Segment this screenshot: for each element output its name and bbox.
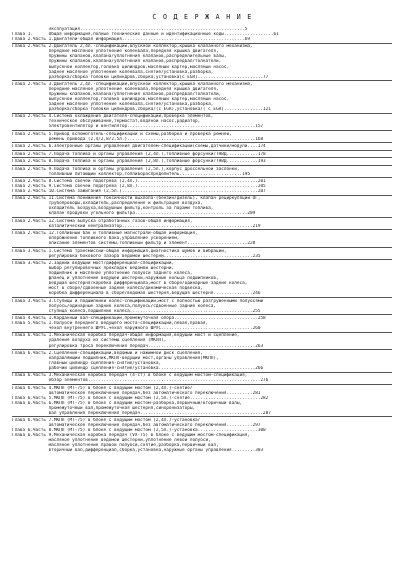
toc-line: Глава 2.Часть 8.Система свечей подогрева (2,4л.)..............................................201 [12,178,266,184]
toc-entry [12,333,394,348]
toc-line: Глава 2.Часть 8.Подача топлива и органы управления (2,8л.),топливные форсунки/ТНВД............193 [12,159,266,165]
toc-line: передние масляное уплотнение коленвала,передняя крышка двигателя, [12,86,219,92]
toc-line: описание элементов системы,топливный фильтр и элемент.......................228 [12,241,256,247]
toc-line: мост в сборе/сдвоенные задние колеса/динамическая подвеска, [12,286,203,292]
toc-line: пружины клапанов,клапана/уплотнения клапанов,распредвал/толкатели, [12,91,222,97]
toc-line: ступица колеса,подшипник колеса...............................................255 [12,308,261,314]
toc-line: фланец и уплотнение ведущей шестерни,наружные кольца подшипников, [12,276,219,282]
toc-entry [12,27,394,42]
toc-line: выпускной коллектор,головка цилиндров,масляный картер,масляный насос, [12,96,230,102]
toc-line: Глава 6.Часть 8.МКПП (МТ-75) в блоке с ведущим мостом (2,5л.)-установка.......................300 [12,428,266,434]
toc-line: обзор элементов..................................................................276 [12,378,269,384]
toc-line: Глава 6.Часть 1.Механическая коробка передач-общая информация,ведущий мост и сцепление, [12,333,240,339]
toc-line: подшипник и масляное уплотнение полуоси заднего колеса, [12,271,193,277]
toc-line: трубопроводы,охладитель,распределение и фильтрация воздуха, [12,201,203,207]
toc-line: главный цилиндр сцепления-снятие/установка, [12,360,162,366]
toc-entry [12,114,394,129]
toc-line: пружины клапанов,клапана/уплотнения клапанов,распределительные валы, [12,54,227,60]
toc-entry [12,144,394,149]
toc-line: каталитический нейтрализатор..................................................219 [12,223,261,229]
toc-line: вторичный вал,дифференциал,сборка,установка,наружные органы управления.........303 [12,448,264,454]
toc-line: Глава 6.Часть 4.МКПП (МТ-75) в блоке с ведущим мостом (2,4л.)-снятие/ [12,385,193,391]
toc-line: Глава 2.Часть 12.Топливный бак и топливные магистрали-общая информация, [12,231,198,237]
toc-line: полуось/одинарные задние колеса,полуось/сдвоенные задние колеса, [12,303,216,309]
toc-line: пружины клапанов,клапана/уплотнения клапанов,распредвал/толкатели, [12,59,222,65]
toc-line: Глава 2.Часть 9.Система свечей подогрева (2,8л.)..............................................205 [12,183,266,189]
toc-line: регулировка бокового зазора ведомой шестерни..................................235 [12,253,261,259]
toc-line: электровентилятор и вентилятор.................................................157 [12,124,264,130]
toc-line: Глава 3.Часть 3.Ступицы и подшипники колес-спецификации,мост с полностью разгруженными полуосями [12,298,264,304]
toc-entry [12,373,394,383]
toc-line: разборка/сборка головки цилиндров,сборка,установка(с EGR).........................77 [12,74,269,80]
toc-line: Глава 6.Часть 5.МКПП (МТ-75) в блоке с ведущим мостом (2,5л.)-снятие...........................282 [12,395,269,401]
toc-entry [12,351,394,371]
toc-line: заднее масляное уплотнение коленвала,снятие/установка,разборка, [12,69,214,75]
table-of-contents [12,27,394,453]
toc-line: коробка дифференциала в сборе/ведомая шестерня,ведущая шестерня...............246 [12,291,261,297]
toc-line: вал управления переключения передач...............................................287 [12,410,271,416]
toc-entry [12,159,394,164]
toc-entry [12,219,394,229]
toc-entry [12,179,394,194]
toc-entry [12,299,394,314]
toc-line: Глава 3.Часть 2.Задний ведущий мост/дифференциал-спецификации, [12,261,175,267]
toc-line: охладитель воздуха,воздушный фильтр,контроль за парами топлива, [12,206,214,212]
toc-entry [12,196,394,216]
toc-entry [12,82,394,112]
toc-line: чехол внутреннего ШРУС,чехол наружного ШРУС...................................260 [12,326,261,332]
toc-entry [12,44,394,79]
toc-entry [12,316,394,331]
toc-line: техническое обслуживание,термостат,водяной насос,радиатор, [12,119,201,125]
toc-line: клапан продувки угольного фильтра...........................................209 [12,211,256,217]
toc-line: Глава 2.Часть 4.Система охлаждения двигателя-спецификации,проверка элементов, [12,114,214,120]
toc-line: ремень привода (2,4/2,8/2,5л.).................................................168 [12,136,264,142]
toc-line: регулировка троса переключения передач.........................................263 [12,343,264,349]
toc-line: заднее масляное уплотнение коленвала,снятие/установка,разборка, [12,102,214,107]
toc-line: Глава 6.Часть 9.Механическая коробка передач (VX-75) в блоке с ведущим мостом-спецификация, [12,433,250,439]
toc-line: Эксплуатация...............................................................5 [12,27,248,32]
toc-line: Глава 3.Часть 1.Система трансмиссии-общая информация,диагностика шумов и вибраций, [12,248,227,254]
toc-line: топливный питающий коллектор,топливораспределитель........................195 [12,171,250,177]
toc-line: масляное уплотнение ведомой шестерни,уплотнение левой полуоси, [12,438,211,444]
page-title: С О Д Е Р Ж А Н И Е [152,13,253,21]
toc-line: масляное уплотнение правой полуоси,снятие,разборка,первичный вал, [12,443,219,449]
toc-line: Глава 2.Часть 5.Привод вспомогатель-спецификации и схемы,разборка и проверка ремней, [12,131,232,137]
toc-line: Глава 2.Часть 9.Подача топлива и органы управления (2,5л.),корпус дроссельной заслонки, [12,166,240,172]
toc-line: Глава 2.Часть 10.Система зажигания (2,5л.)....................................................207 [12,188,266,194]
toc-line: Глава 2.Часть 12.Система выпуска отработанных газов-общая информация, [12,218,193,224]
toc-line: Глава 4.Часть 1.Карданный вал-спецификации,промежуточная опора................................258 [12,316,266,322]
toc-entry [12,167,394,177]
toc-line: удаление воздуха из системы сцепления (МКПП), [12,338,167,344]
toc-line: ведущая шестерня/коробка дифференциала,мост в сборе/одинарные задние колеса, [12,281,248,287]
toc-line: Глава 2.Часть 7.Подача топлива и органы управления (2,4л.),топливные форсунки/ТНВД............178 [12,151,266,157]
toc-line: Глава 2.Часть 6.Электронные органы управления двигателем-спецификации(схемы,датчики/модули....174 [12,144,266,150]
toc-line: рабочий цилиндр сцепления-снятие/установка.....................................266 [12,365,264,371]
toc-entry [12,249,394,259]
toc-line: промежуточный вал,промежуточная шестерня,синхронизаторы, [12,405,196,411]
toc-line: опорожнение топливного бака,управление ускорением, [12,236,180,242]
toc-line: Глава 2.Часть 2.Двигатель 2,4л.-спецификации,впускной коллектор,крышка клапанного механизма, [12,44,253,50]
toc-line: Глава 6.Часть 2.Сцепление-спецификации,ведомый и нажимной диск сцепления, [12,350,203,356]
toc-line: разборка/сборка головки цилиндров,сборка/(с EGR),установка/( с EGR)...............121 [12,107,271,113]
toc-line: Глава 6.Часть 3.Механическая коробка передач (4-ст) в блоке с ведущим мостом-спецификация, [12,373,248,379]
toc-line: Глава 1. Общая информация,полные технические данные и идентификационные коды...................61 [12,32,279,38]
toc-entry [12,418,394,453]
toc-line: Глава 2.Часть 3.Двигатель 2,4л.-спецификации,впускной коллектор,крышка клапанного механизма, [12,81,253,87]
toc-entry [12,261,394,296]
toc-line: направляющий подшипник,МКПП-ведущий мост,органы управления(МКПП), [12,355,219,361]
toc-entry [12,386,394,416]
toc-entry [12,231,394,246]
toc-line: автоматическое переключение передач,без автоматического переключения..........297 [12,423,261,429]
toc-line: Глава 2.Часть 11.Система понижения токсичности выхлопа-(бензин/дизель), клапан рециркуляции ОГ, [12,196,261,202]
toc-line: Глава 6.Часть 6.МКПП (МТ-75) в блоке с ведущим мостом-разборка,первичный/вторичный валы, [12,400,243,406]
toc-line: выпускной коллектор,головка цилиндров,масляный картер,масляный насос, [12,64,230,70]
toc-entry [12,132,394,142]
toc-line: Глава 6.Часть 7.МКПП (МТ-75) в блоке с ведущим мостом (2,4л.)-установка/ [12,418,201,424]
toc-line: автоматическое переключение передач,без автоматического переключения..........281 [12,390,261,396]
toc-entry [12,152,394,157]
toc-line: Глава 2.Часть 1.Двигатели-общая информация...............................................69 [12,37,250,43]
toc-line: Глава 5.Часть 1.Полуоси переднего ведущего моста-спецификации,левая,правая, [12,321,209,327]
toc-line: передние масляное уплотнение коленвала,передняя крышка двигателя, [12,49,219,55]
toc-line: выбор регулировочных прокладок ведомой шестерни, [12,266,175,272]
